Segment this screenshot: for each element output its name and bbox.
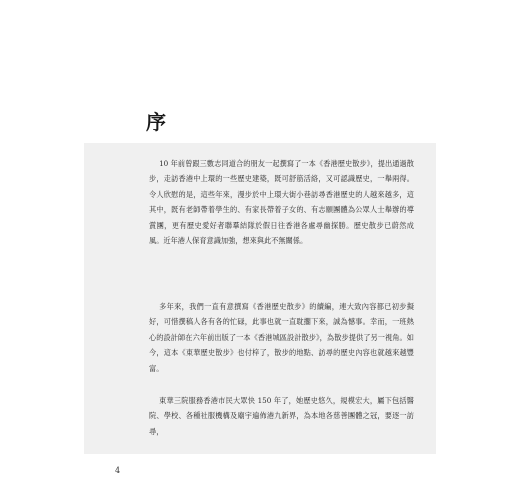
page-title: 序 (146, 110, 167, 134)
paragraph-1: 10 年前曾跟三數志同道合的朋友一起撰寫了一本《香港歷史散步》，提出通過散步，走訪香港中上環的一些歷史建築，既可舒筋活絡，又可認識歷史，一舉兩得。令人欣慰的是，這些年來，漫步於中上環大街小巷訪尋香港歷史的人越來越多，這其中，既有老師帶着學生的、有家長帶着子女的、有志願團體為公眾人士舉辦的導賞團，更有歷史愛好者聯羣結隊於假日往香港各處尋幽探勝。歷史散步已蔚然成風。近年港人保育意識加強，想來與此不無關係。 (149, 159, 414, 246)
paragraph-3: 東華三院服務香港市民大眾快 150 年了，她歷史悠久，規模宏大，屬下包括醫院、學校、各種社服機構及廟宇遍佈港九新界，為本地各慈善團體之冠，要逐一訪尋， (149, 396, 414, 436)
page-number: 4 (115, 466, 121, 475)
paragraph-2: 多年來，我們一直有意撰寫《香港歷史散步》的續編，連大致內容都已初步擬好，可惜撰稿人各有各的忙碌，此事也就一直耽擱下來，誠為憾事。幸而，一班熱心的設計師在六年前出版了一本《香港城區設計散步》，為散步提供了另一視角。如今，這本《東華歷史散步》也付梓了，散步的地點、訪尋的歷史內容也就越來越豐富。 (149, 302, 414, 373)
text-panel (84, 143, 436, 454)
